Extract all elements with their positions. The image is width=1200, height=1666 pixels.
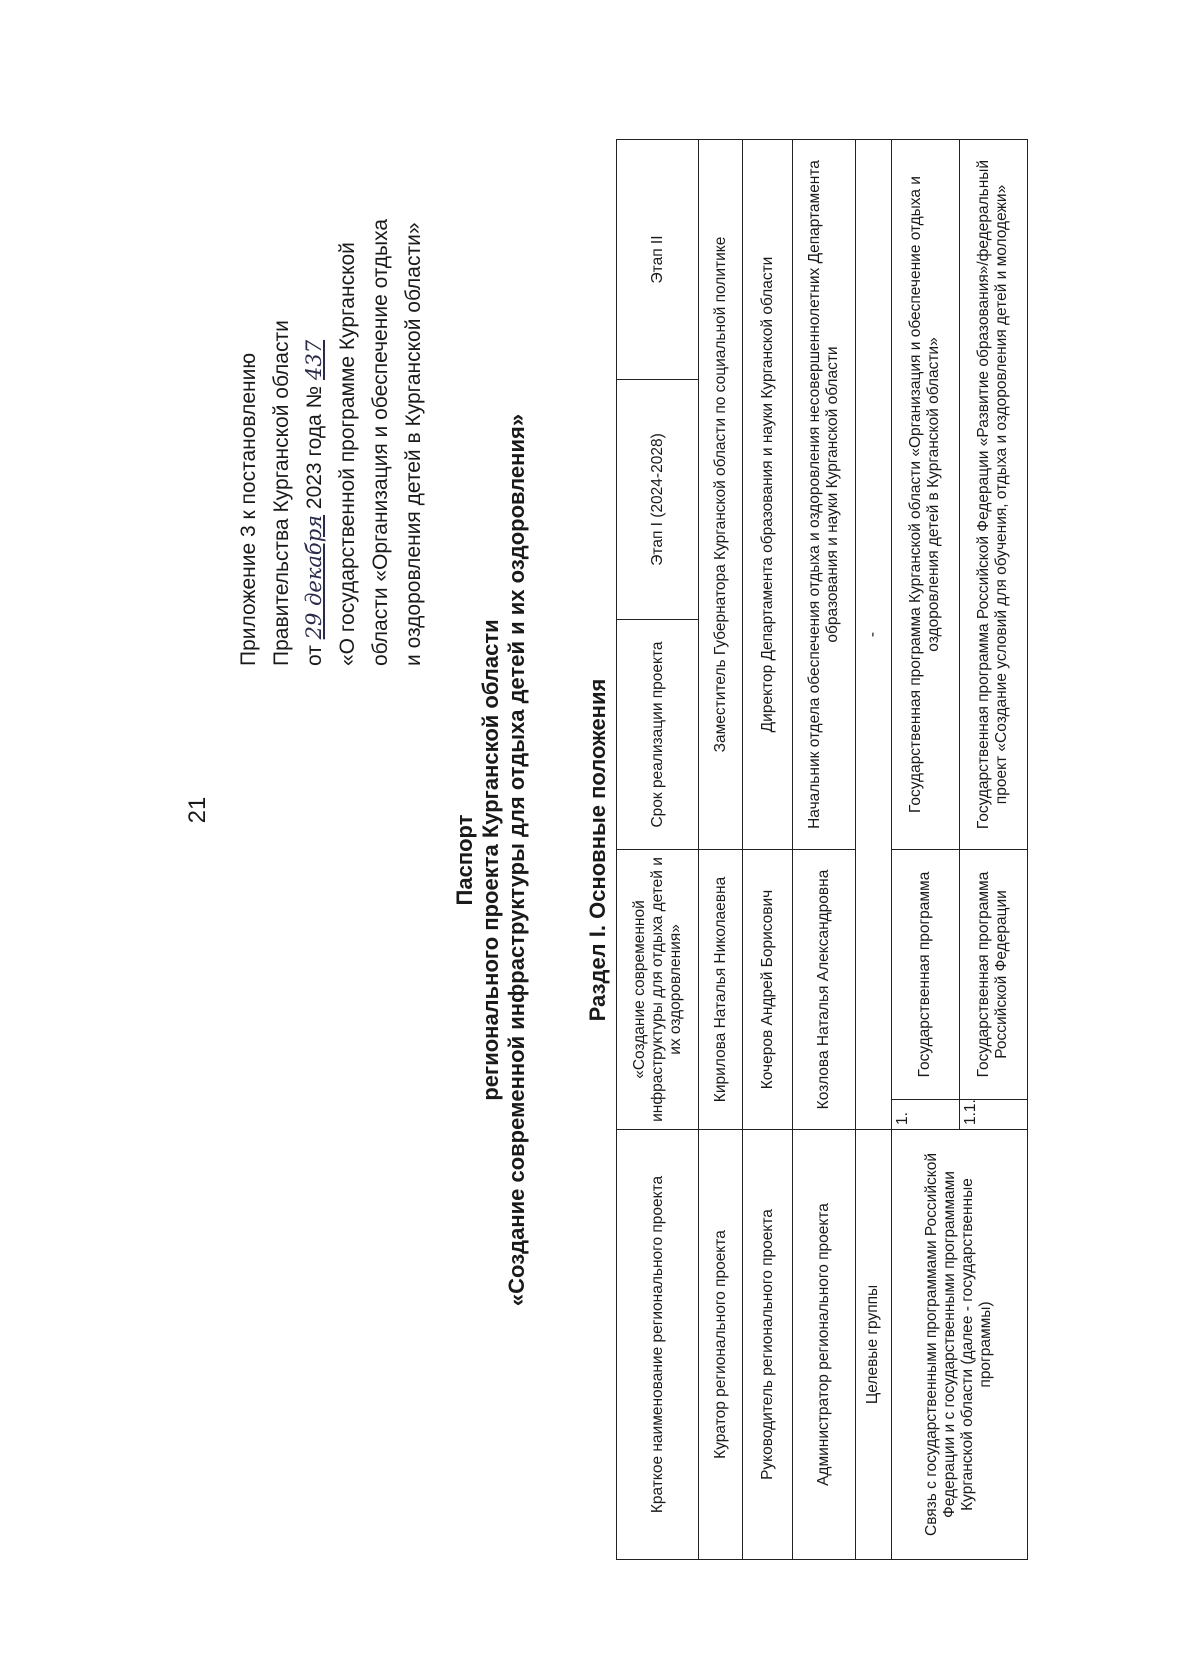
curator-position: Заместитель Губернатора Курганской области по социальной политике <box>699 139 743 849</box>
table-row <box>617 139 699 1559</box>
manager-position: Директор Департамента образования и науки Курганской области <box>743 139 793 849</box>
section-title: Раздел I. Основные положения <box>585 678 610 1022</box>
title-line: регионального проекта Курганской области <box>478 619 503 1101</box>
administrator-position: Начальник отдела обеспечения отдыха и оздоровления несовершеннолетних Департамента образования и науки Курганской области <box>793 139 855 849</box>
row-label: Краткое наименование регионального проекта <box>617 1130 699 1560</box>
title-line: «Создание современной инфраструктуры для отдыха детей и их оздоровления» <box>504 413 529 1307</box>
page-number: 21 <box>184 796 211 824</box>
administrator-name: Козлова Наталья Александровна <box>793 849 855 1129</box>
appendix-line: Приложение 3 к постановлению <box>237 352 260 666</box>
table-row <box>891 139 959 1559</box>
program-number: 1. <box>891 1100 959 1130</box>
manager-name: Кочеров Андрей Борисович <box>743 849 793 1129</box>
appendix-year: 2023 года № <box>303 385 326 510</box>
appendix-line: Правительства Курганской области <box>270 320 293 666</box>
program-description: Государственная программа Российской Федерации «Развитие образования»/федеральный проект «Создание условий для обучения, отдыха и оздоровления детей и молодежи» <box>959 139 1027 849</box>
appendix-header <box>232 146 425 666</box>
appendix-date-line <box>298 146 331 666</box>
table-row <box>855 139 891 1559</box>
stage-2: Этап II <box>617 139 699 379</box>
program-number: 1.1. <box>959 1100 1027 1130</box>
handwritten-date: 29 декабря <box>302 514 326 640</box>
title-line: Паспорт <box>452 814 477 906</box>
handwritten-number: 437 <box>302 339 326 380</box>
row-label: Руководитель регионального проекта <box>743 1130 793 1560</box>
row-label: Целевые группы <box>855 1130 891 1560</box>
curator-name: Кирилова Наталья Николаевна <box>699 849 743 1129</box>
program-type: Государственная программа Российской Федерации <box>959 849 1027 1099</box>
appendix-line: и оздоровления детей в Курганской области» <box>402 222 425 666</box>
row-label: Куратор регионального проекта <box>699 1130 743 1560</box>
table-row <box>743 139 793 1559</box>
table-row <box>793 139 855 1559</box>
stage-1: Этап I (2024-2028) <box>617 379 699 619</box>
appendix-line: области «Организация и обеспечение отдыха <box>369 218 392 666</box>
program-description: Государственная программа Курганской области «Организация и обеспечение отдыха и оздоровления детей в Курганской области» <box>891 139 959 849</box>
appendix-prefix: от <box>303 645 326 666</box>
program-type: Государственная программа <box>891 849 959 1099</box>
row-label: Администратор регионального проекта <box>793 1130 855 1560</box>
target-groups-value: - <box>855 139 891 1129</box>
appendix-line: «О государственной программе Курганской <box>336 242 359 666</box>
passport-table <box>616 140 1028 1560</box>
project-short-name: «Создание современной инфраструктуры для отдыха детей и их оздоровления» <box>617 849 699 1129</box>
table-row <box>699 139 743 1559</box>
document-title <box>452 280 562 1440</box>
row-label: Связь с государственными программами Российской Федерации и с государственными программами Курганской области (далее - государственные программы) <box>891 1130 1027 1560</box>
term-label: Срок реализации проекта <box>617 619 699 849</box>
